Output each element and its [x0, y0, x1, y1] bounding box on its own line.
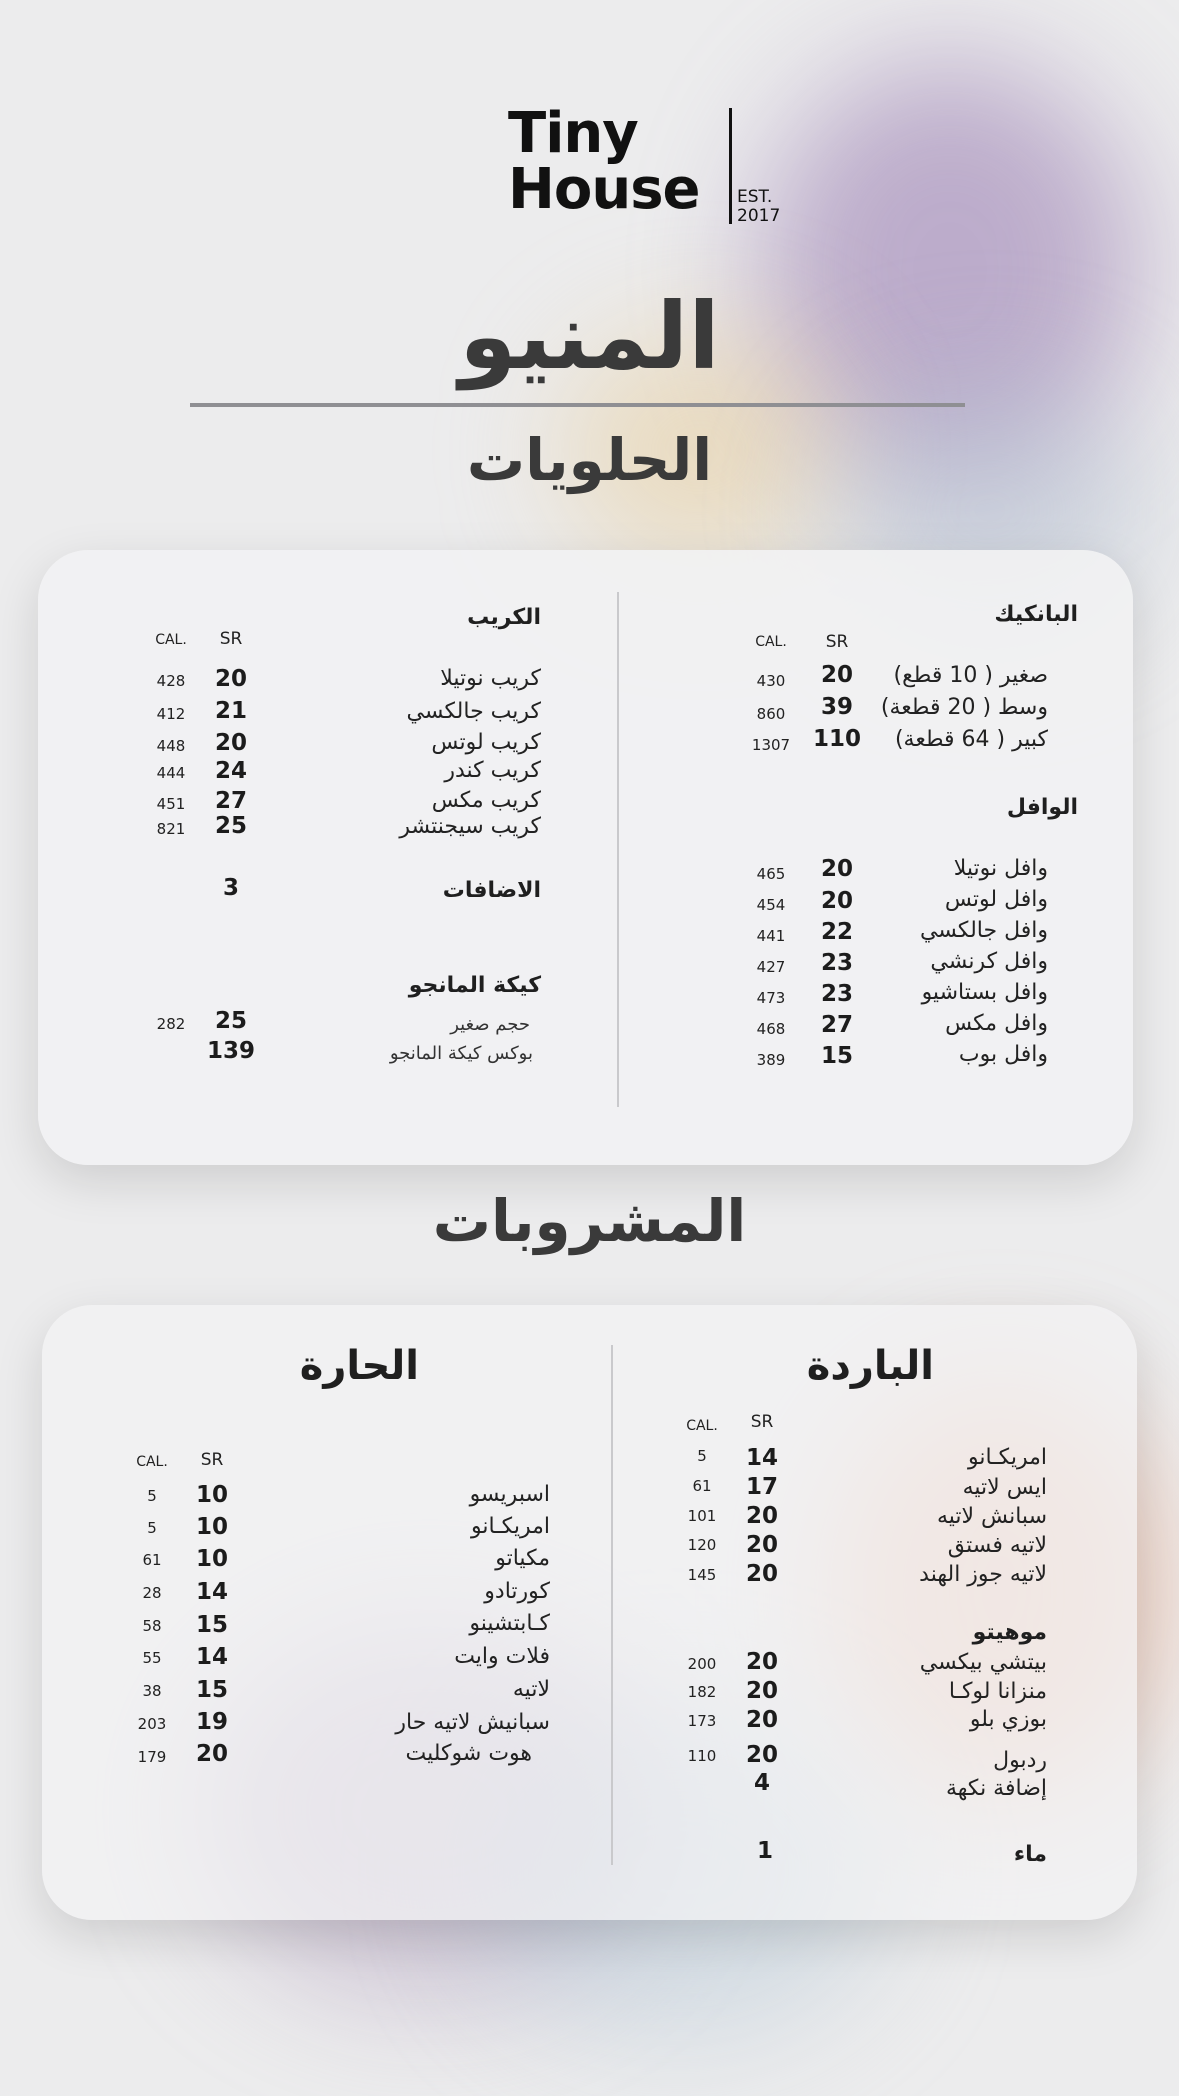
item-name: منزانا لوكـا [948, 1679, 1047, 1704]
pancake-sr-header: SR [825, 632, 849, 652]
item-price: 10 [195, 1482, 228, 1508]
drinks-card [42, 1305, 1137, 1920]
item-calories: 61 [142, 1551, 162, 1569]
item-name: كـابتشينو [469, 1611, 550, 1636]
item-name: وافل نوتيلا [953, 856, 1048, 881]
item-calories: 468 [756, 1020, 786, 1038]
item-price: 15 [195, 1612, 228, 1638]
item-price: 23 [820, 981, 853, 1007]
crepe-cal-header: CAL. [155, 632, 187, 648]
item-price: 20 [745, 1532, 778, 1558]
item-name: وافل لوتس [944, 887, 1048, 912]
item-calories: 427 [756, 958, 786, 976]
brand-est-label: EST. [737, 187, 773, 207]
item-price: 15 [820, 1043, 853, 1069]
item-price: 22 [820, 919, 853, 945]
item-calories: 389 [756, 1051, 786, 1069]
cold-sr-header: SR [750, 1412, 774, 1432]
item-name: بوكس كيكة المانجو [389, 1043, 533, 1064]
item-name: مكياتو [495, 1546, 550, 1571]
title-divider [190, 403, 965, 407]
item-name: وافل جالكسي [919, 918, 1048, 943]
item-price: 139 [206, 1038, 255, 1064]
item-calories: 454 [756, 896, 786, 914]
item-calories: 110 [687, 1747, 717, 1765]
addons-title: الاضافات [442, 878, 541, 903]
item-price: 20 [745, 1707, 778, 1733]
item-name: كريب مكس [431, 788, 541, 813]
item-name: كريب جالكسي [406, 699, 541, 724]
item-name: اسبريسو [469, 1482, 550, 1507]
crepe-title: الكريب [467, 605, 541, 630]
item-price: 20 [745, 1678, 778, 1704]
item-name: وافل كرنشي [930, 949, 1048, 974]
item-name: كريب سيجنتشر [399, 814, 541, 839]
item-price: 14 [195, 1644, 228, 1670]
item-calories: 38 [142, 1682, 162, 1700]
item-calories: 465 [756, 865, 786, 883]
item-name: كريب لوتس [431, 730, 541, 755]
item-name: فلات وايت [454, 1644, 550, 1669]
item-name: امريكـانو [471, 1514, 550, 1539]
item-calories: 182 [687, 1683, 717, 1701]
item-calories: 179 [137, 1748, 167, 1766]
item-calories: 5 [147, 1487, 157, 1505]
item-name: امريكـانو [968, 1445, 1047, 1470]
item-calories: 448 [156, 737, 186, 755]
mango-title: كيكة المانجو [408, 973, 541, 998]
item-name: وافل بستاشيو [921, 980, 1048, 1005]
item-price: 20 [195, 1741, 228, 1767]
item-price: 20 [820, 662, 853, 688]
addons-price: 3 [222, 875, 239, 901]
item-name: كريب نوتيلا [440, 666, 541, 691]
item-price: 20 [820, 888, 853, 914]
item-calories: 451 [156, 795, 186, 813]
item-price: 27 [820, 1012, 853, 1038]
item-calories: 101 [687, 1507, 717, 1525]
item-name: حجم صغير [450, 1014, 530, 1035]
item-calories: 444 [156, 764, 186, 782]
pancake-title: البانكيك [994, 602, 1078, 627]
item-price: 4 [753, 1770, 770, 1796]
hot-title: الحارة [299, 1343, 419, 1389]
item-calories: 203 [137, 1715, 167, 1733]
sweets-section-title: الحلويات [466, 426, 713, 494]
item-price: 14 [195, 1579, 228, 1605]
item-name: سبانش لاتيه [936, 1504, 1047, 1529]
item-name: وافل مكس [945, 1011, 1048, 1036]
item-calories: 61 [692, 1477, 712, 1495]
cold-cal-header: CAL. [686, 1418, 718, 1434]
brand-line-1: Tiny [508, 101, 638, 166]
item-calories: 282 [156, 1015, 186, 1033]
item-price: 110 [812, 726, 861, 752]
item-name: إضافة نكهة [945, 1776, 1047, 1801]
item-calories: 55 [142, 1649, 162, 1667]
item-name: كريب كندر [444, 758, 541, 783]
item-price: 21 [214, 698, 247, 724]
item-name: كورتادو [484, 1579, 550, 1604]
drinks-section-title: المشروبات [432, 1187, 747, 1255]
item-calories: 473 [756, 989, 786, 1007]
hot-sr-header: SR [200, 1450, 224, 1470]
item-calories: 428 [156, 672, 186, 690]
item-calories: 200 [687, 1655, 717, 1673]
item-calories: 441 [756, 927, 786, 945]
item-price: 25 [214, 1008, 247, 1034]
brand-line-2: House [508, 157, 700, 222]
item-price: 14 [745, 1445, 778, 1471]
item-price: 25 [214, 813, 247, 839]
item-name: كبير ( 64 قطعة) [894, 727, 1048, 752]
brand-logo [508, 101, 788, 234]
drinks-column-divider [611, 1345, 613, 1865]
item-price: 27 [214, 788, 247, 814]
item-price: 17 [745, 1474, 778, 1500]
item-price: 20 [820, 856, 853, 882]
item-name: وسط ( 20 قطعة) [880, 695, 1048, 720]
item-price: 1 [756, 1838, 773, 1864]
item-name: لاتيه [512, 1677, 550, 1702]
item-name: سبانيش لاتيه حار [395, 1710, 550, 1735]
item-name: ماء [1013, 1842, 1047, 1867]
item-name: لاتيه جوز الهند [919, 1562, 1047, 1587]
item-price: 20 [745, 1649, 778, 1675]
item-calories: 5 [697, 1447, 707, 1465]
crepe-sr-header: SR [219, 629, 243, 649]
item-price: 20 [214, 730, 247, 756]
item-calories: 173 [687, 1712, 717, 1730]
item-name: بوزي بلو [969, 1707, 1047, 1732]
item-price: 20 [745, 1561, 778, 1587]
item-price: 20 [745, 1503, 778, 1529]
item-calories: 28 [142, 1584, 162, 1602]
item-price: 20 [214, 666, 247, 692]
item-name: بيتشي بيكسي [919, 1650, 1047, 1675]
item-name: لاتيه فستق [947, 1533, 1047, 1558]
cold-title: الباردة [806, 1343, 934, 1389]
page-title: المنيو [459, 283, 720, 390]
item-calories: 1307 [751, 736, 791, 754]
item-calories: 145 [687, 1566, 717, 1584]
brand-established [737, 188, 780, 226]
item-name: صغير ( 10 قطع) [893, 663, 1048, 688]
item-price: 39 [820, 694, 853, 720]
item-calories: 412 [156, 705, 186, 723]
item-price: 20 [745, 1742, 778, 1768]
item-price: 10 [195, 1546, 228, 1572]
hot-cal-header: CAL. [136, 1454, 168, 1470]
waffle-title: الوافل [1006, 795, 1078, 820]
mojito-title: موهيتو [972, 1620, 1047, 1645]
desserts-column-divider [617, 592, 619, 1107]
item-price: 10 [195, 1514, 228, 1540]
item-calories: 120 [687, 1536, 717, 1554]
item-name: ايس لاتيه [962, 1475, 1047, 1500]
pancake-cal-header: CAL. [755, 634, 787, 650]
logo-divider [729, 108, 732, 224]
brand-est-year: 2017 [737, 206, 781, 226]
item-name: وافل بوب [958, 1042, 1048, 1067]
item-price: 24 [214, 758, 247, 784]
item-price: 15 [195, 1677, 228, 1703]
item-name: ردبول [993, 1748, 1047, 1773]
item-price: 23 [820, 950, 853, 976]
item-calories: 860 [756, 705, 786, 723]
item-calories: 5 [147, 1519, 157, 1537]
item-name: هوت شوكليت [405, 1741, 532, 1766]
item-calories: 58 [142, 1617, 162, 1635]
item-calories: 430 [756, 672, 786, 690]
item-price: 19 [195, 1709, 228, 1735]
desserts-card [38, 550, 1133, 1165]
item-calories: 821 [156, 820, 186, 838]
